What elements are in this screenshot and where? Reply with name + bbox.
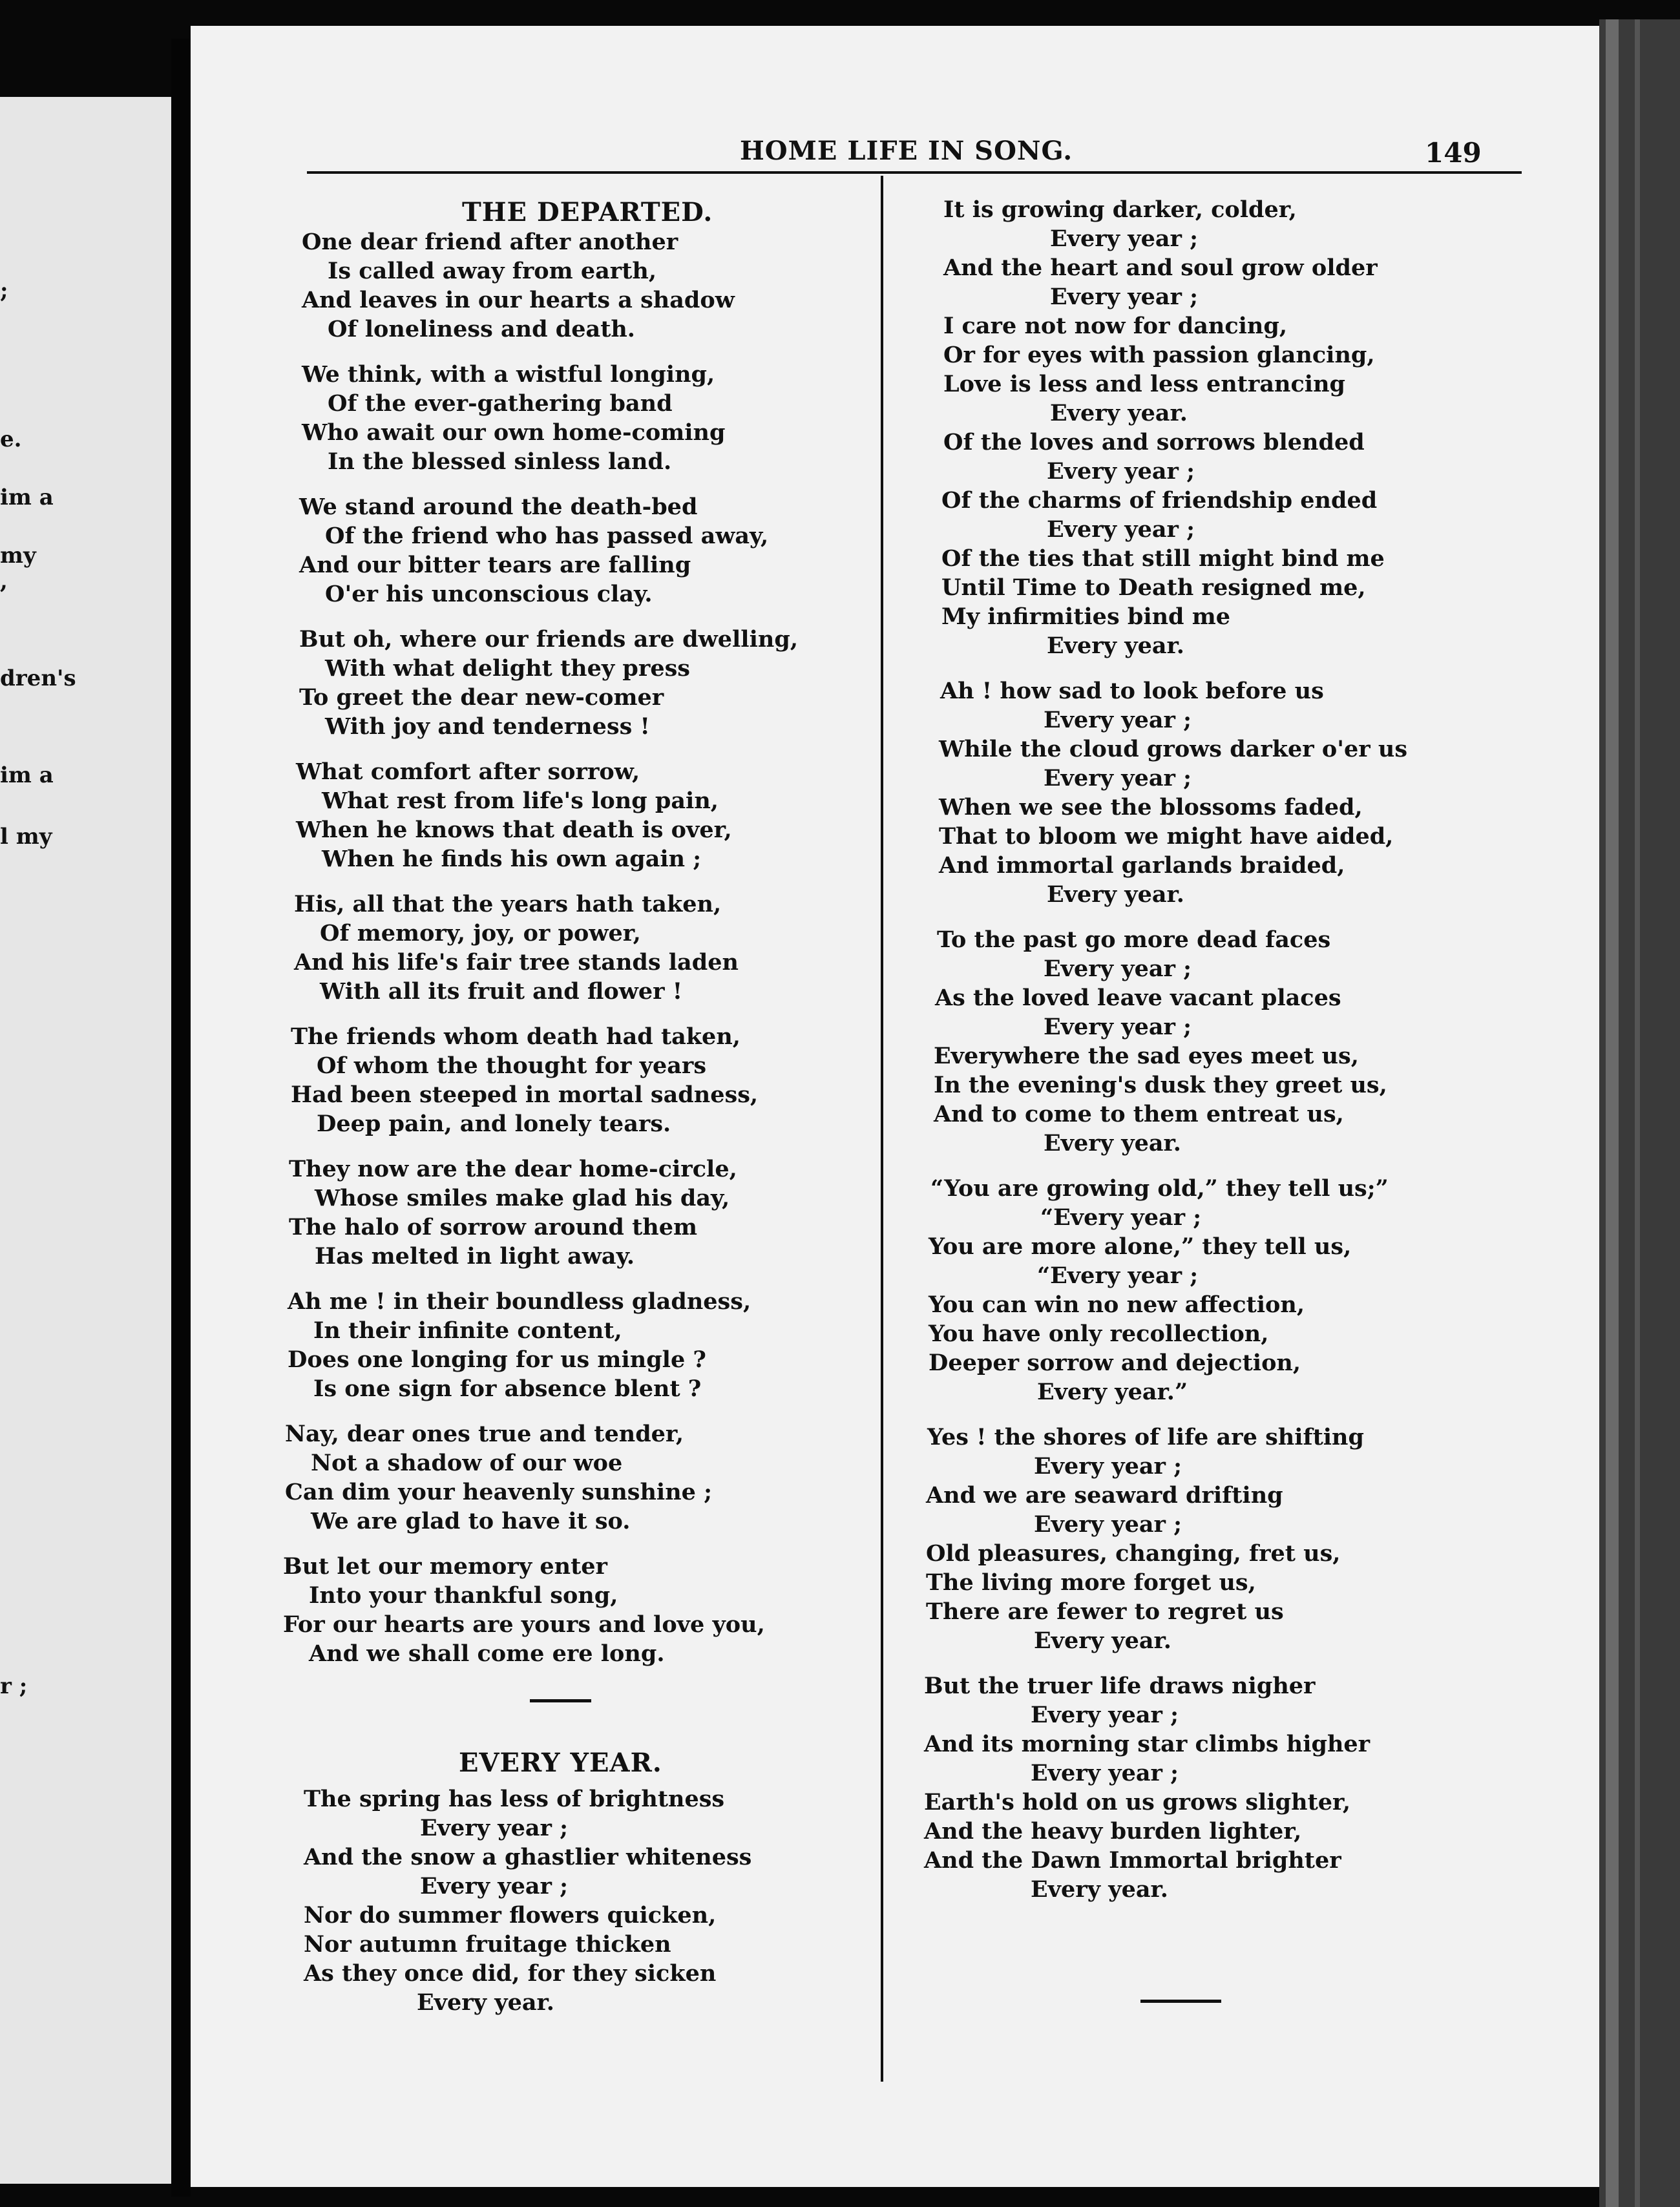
poem-line: When he knows that death is over,: [296, 817, 732, 843]
section-divider: [530, 1699, 591, 1702]
poem-line: We are glad to have it so.: [311, 1508, 631, 1534]
poem-line: And we are seaward drifting: [926, 1482, 1283, 1509]
poem-line: And we shall come ere long.: [309, 1640, 665, 1667]
poem-line: What comfort after sorrow,: [296, 758, 640, 785]
poem-line: Every year ;: [1034, 1511, 1182, 1538]
poem-line: Does one longing for us mingle ?: [288, 1346, 706, 1373]
poem-line: Every year ;: [1050, 225, 1199, 252]
poem-line: Of the friend who has passed away,: [325, 523, 769, 549]
poem-line: Not a shadow of our woe: [311, 1450, 623, 1476]
poem-line: Who await our own home-coming: [302, 419, 726, 446]
poem-line: The halo of sorrow around them: [289, 1214, 697, 1240]
poem-line: In the evening's dusk they greet us,: [934, 1072, 1387, 1098]
poem-line: Earth's hold on us grows slighter,: [924, 1789, 1351, 1815]
poem-line: Nay, dear ones true and tender,: [285, 1421, 684, 1447]
poem-line: Nor do summer flowers quicken,: [304, 1902, 717, 1929]
header-rule: [307, 171, 1522, 174]
poem-line: But the truer life draws nigher: [924, 1673, 1316, 1699]
poem-line: The living more forget us,: [926, 1569, 1256, 1596]
poem-line: And the Dawn Immortal brighter: [924, 1847, 1341, 1874]
poem-line: Every year ;: [1031, 1702, 1179, 1728]
facing-page-fragment: my: [0, 543, 36, 569]
poem-line: Is called away from earth,: [328, 258, 657, 284]
poem-line: Deep pain, and lonely tears.: [317, 1111, 671, 1137]
poem-line: Is one sign for absence blent ?: [313, 1375, 702, 1402]
poem-line: Of memory, joy, or power,: [320, 920, 641, 947]
poem-line: Every year.: [1050, 400, 1188, 426]
poem-line: “You are growing old,” they tell us;”: [930, 1175, 1389, 1202]
column-rule: [881, 176, 883, 2082]
poem-line: It is growing darker, colder,: [943, 196, 1297, 223]
poem-line: Every year ;: [1044, 956, 1192, 982]
poem-line: Every year.: [1047, 881, 1184, 908]
poem-line: As they once did, for they sicken: [304, 1960, 717, 1987]
facing-page-fragment: im a: [0, 762, 54, 788]
poem-line: With joy and tenderness !: [325, 713, 650, 740]
poem-line: Of whom the thought for years: [317, 1052, 707, 1079]
poem-line: Every year ;: [1044, 1014, 1192, 1040]
poem-line: Had been steeped in mortal sadness,: [291, 1082, 759, 1108]
poem-line: Every year ;: [1047, 516, 1195, 543]
book-spine: [171, 39, 191, 2197]
poem-line: Of the ties that still might bind me: [941, 545, 1385, 572]
poem-line: Every year ;: [1044, 765, 1192, 791]
poem-line: But let our memory enter: [283, 1553, 607, 1580]
poem-line: And the snow a ghastlier whiteness: [304, 1844, 752, 1870]
poem-line: “Every year ;: [1040, 1204, 1202, 1231]
facing-page-fragment: l my: [0, 824, 52, 850]
poem-line: You are more alone,” they tell us,: [929, 1233, 1352, 1260]
poem-line: When he finds his own again ;: [322, 846, 702, 872]
poem-line: I care not now for dancing,: [943, 313, 1288, 339]
poem-line: Every year.: [1047, 633, 1184, 659]
poem-line: In their infinite content,: [313, 1317, 622, 1344]
poem-line: And its morning star climbs higher: [924, 1731, 1370, 1757]
poem-line: You can win no new affection,: [929, 1292, 1305, 1318]
poem-line: There are fewer to regret us: [926, 1598, 1284, 1625]
poem-title: THE DEPARTED.: [462, 197, 713, 227]
poem-line: With all its fruit and flower !: [320, 978, 683, 1005]
poem-line: And immortal garlands braided,: [939, 852, 1345, 879]
poem-line: What rest from life's long pain,: [322, 788, 719, 814]
poem-line: Can dim your heavenly sunshine ;: [285, 1479, 713, 1505]
poem-line: Every year ;: [1047, 458, 1195, 485]
poem-line: Every year.: [1031, 1876, 1168, 1903]
poem-line: You have only recollection,: [929, 1321, 1269, 1347]
poem-line: Ah me ! in their boundless gladness,: [288, 1288, 751, 1315]
poem-line: The spring has less of brightness: [304, 1786, 725, 1812]
poem-title: EVERY YEAR.: [459, 1748, 662, 1778]
poem-line: Whose smiles make glad his day,: [315, 1185, 730, 1211]
poem-line: Yes ! the shores of life are shifting: [927, 1424, 1364, 1450]
poem-line: Every year ;: [1034, 1453, 1182, 1480]
poem-line: Every year ;: [1031, 1760, 1179, 1786]
poem-line: And our bitter tears are falling: [299, 552, 691, 578]
poem-line: Every year.: [417, 1989, 554, 2016]
poem-line: And leaves in our hearts a shadow: [302, 287, 735, 313]
facing-page-fragment: ;: [0, 278, 8, 304]
poem-line: Every year.: [1044, 1130, 1181, 1156]
poem-line: Of the charms of friendship ended: [941, 487, 1378, 514]
poem-line: And his life's fair tree stands laden: [294, 949, 739, 976]
poem-line: O'er his unconscious clay.: [325, 581, 653, 607]
poem-line: In the blessed sinless land.: [328, 448, 672, 475]
poem-line: Every year ;: [1050, 284, 1199, 310]
poem-line: Of the ever-gathering band: [328, 390, 673, 417]
poem-line: For our hearts are yours and love you,: [283, 1611, 765, 1638]
facing-page-fragment: im a: [0, 485, 54, 510]
poem-line: My infirmities bind me: [941, 603, 1231, 630]
poem-line: And the heavy burden lighter,: [924, 1818, 1302, 1845]
poem-line: Nor autumn fruitage thicken: [304, 1931, 671, 1958]
poem-line: That to bloom we might have aided,: [939, 823, 1394, 850]
facing-page-left: [0, 97, 171, 2184]
page-number: 149: [1425, 137, 1482, 169]
book-page: [191, 26, 1599, 2187]
poem-line: We think, with a wistful longing,: [302, 361, 715, 388]
poem-line: Every year ;: [420, 1815, 569, 1841]
poem-line: Love is less and less entrancing: [943, 371, 1346, 397]
facing-page-fragment: dren's: [0, 665, 76, 691]
page-edges: [1599, 19, 1680, 2207]
poem-line: “Every year ;: [1037, 1262, 1199, 1289]
poem-line: To the past go more dead faces: [937, 926, 1331, 953]
poem-line: Of loneliness and death.: [328, 316, 635, 342]
poem-line: While the cloud grows darker o'er us: [939, 736, 1408, 762]
poem-line: And to come to them entreat us,: [934, 1101, 1344, 1127]
poem-line: Everywhere the sad eyes meet us,: [934, 1043, 1359, 1069]
poem-line: As the loved leave vacant places: [935, 985, 1341, 1011]
facing-page-fragment: ,: [0, 569, 8, 594]
poem-line: Into your thankful song,: [309, 1582, 618, 1609]
poem-line: With what delight they press: [325, 655, 690, 682]
poem-line: Every year ;: [1044, 707, 1192, 733]
facing-page-fragment: r ;: [0, 1673, 28, 1699]
poem-line: Has melted in light away.: [315, 1243, 635, 1270]
poem-line: When we see the blossoms faded,: [939, 794, 1363, 821]
poem-line: Deeper sorrow and dejection,: [929, 1350, 1301, 1376]
poem-line: Until Time to Death resigned me,: [941, 574, 1366, 601]
poem-line: But oh, where our friends are dwelling,: [299, 626, 798, 653]
section-divider: [1140, 2000, 1221, 2003]
poem-line: To greet the dear new-comer: [299, 684, 664, 711]
poem-line: One dear friend after another: [302, 229, 678, 255]
poem-line: Every year ;: [420, 1873, 569, 1899]
poem-line: The friends whom death had taken,: [291, 1023, 740, 1050]
poem-line: Or for eyes with passion glancing,: [943, 342, 1375, 368]
poem-line: We stand around the death-bed: [299, 494, 698, 520]
poem-line: Of the loves and sorrows blended: [943, 429, 1365, 455]
poem-line: They now are the dear home-circle,: [289, 1156, 737, 1182]
poem-line: Every year.: [1034, 1627, 1171, 1654]
running-head: HOME LIFE IN SONG.: [740, 136, 1073, 166]
poem-line: Old pleasures, changing, fret us,: [926, 1540, 1341, 1567]
poem-line: His, all that the years hath taken,: [294, 891, 722, 917]
facing-page-fragment: e.: [0, 426, 22, 452]
poem-line: Every year.”: [1037, 1379, 1188, 1405]
poem-line: Ah ! how sad to look before us: [940, 678, 1324, 704]
poem-line: And the heart and soul grow older: [943, 255, 1378, 281]
